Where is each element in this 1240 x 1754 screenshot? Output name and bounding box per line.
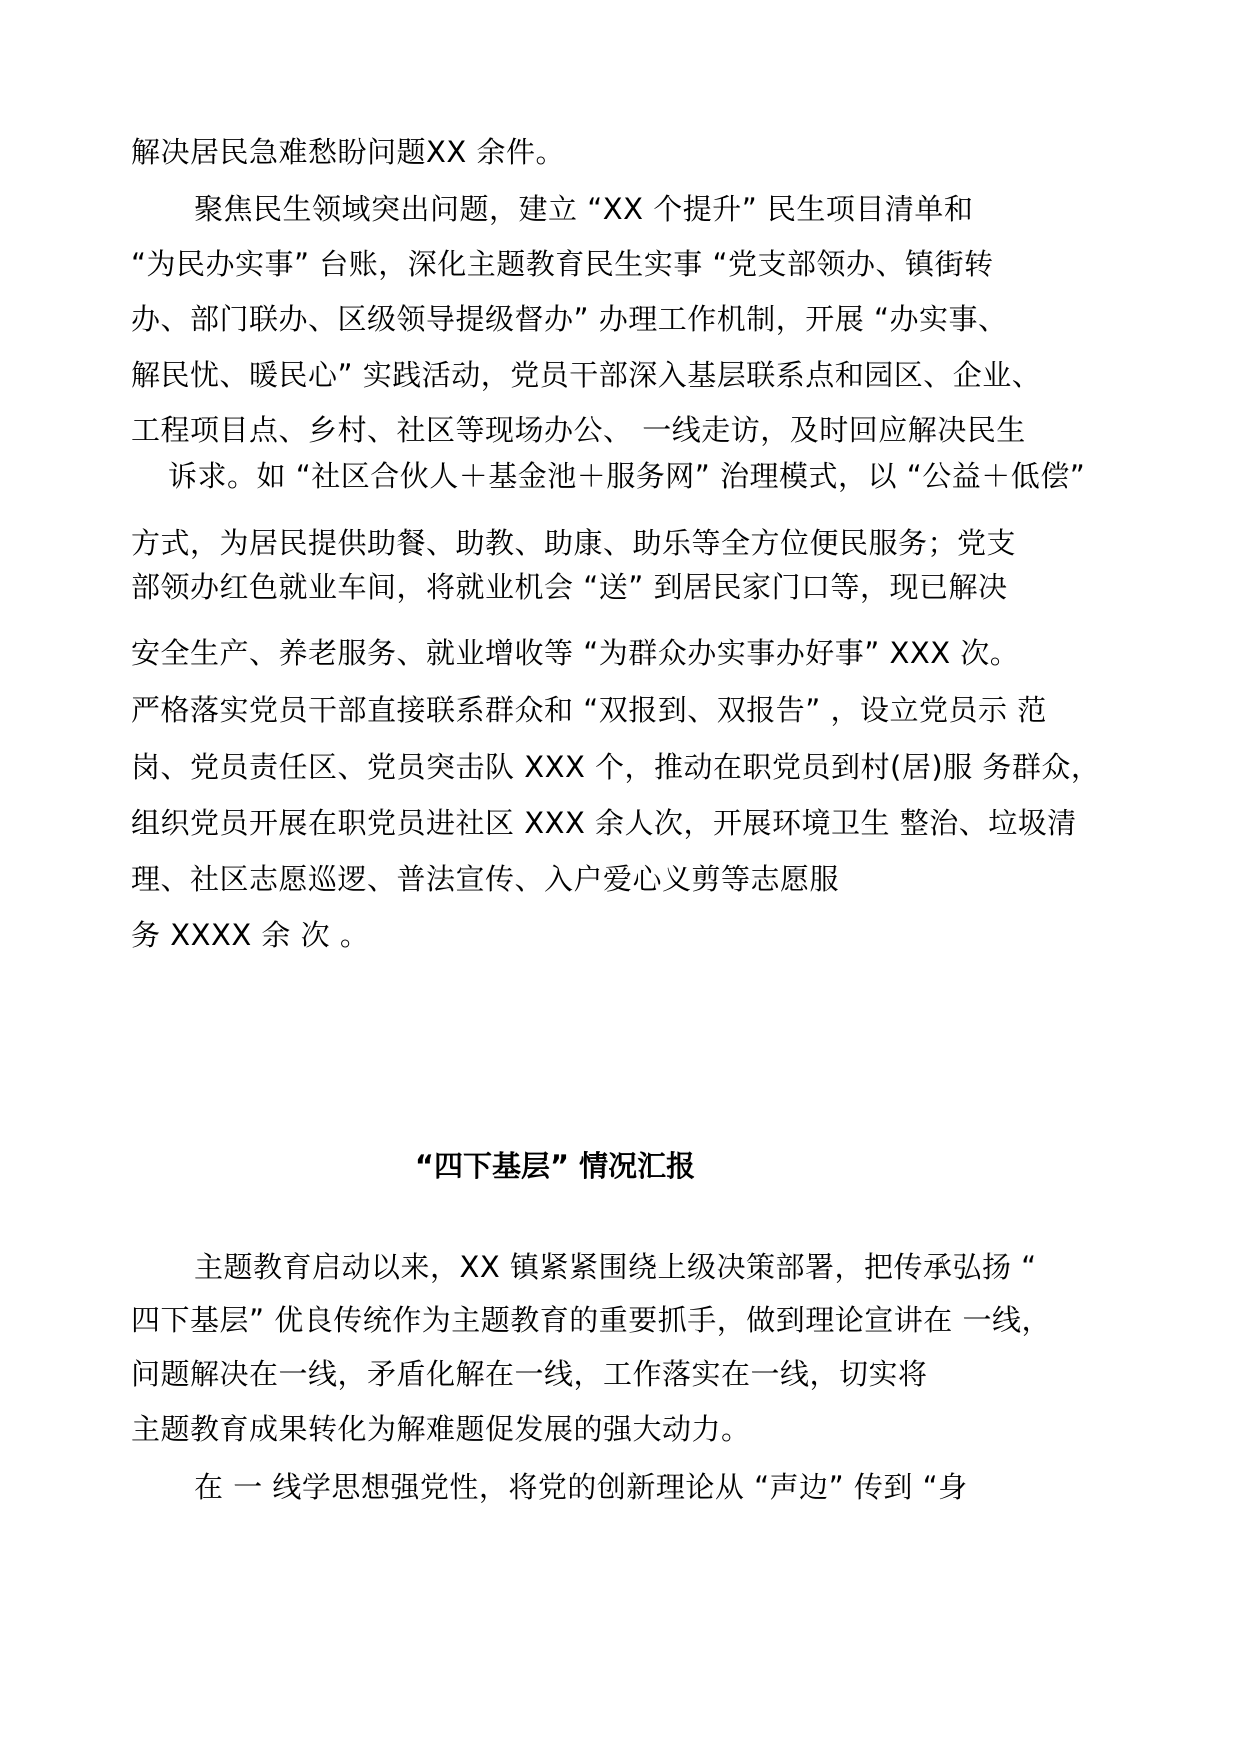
- body-line: 解民忧、暖民心” 实践活动，党员干部深入基层联系点和园区、企业、: [131, 358, 1042, 392]
- body-line: 工程项目点、乡村、社区等现场办公、 一线走访，及时回应解决民生: [131, 413, 1026, 447]
- body-line: 严格落实党员干部直接联系群众和 “双报到、双报告” ，设立党员示 范: [131, 693, 1047, 727]
- body-line: 岗、党员责任区、党员突击队 XXX 个，推动在职党员到村(居)服 务群众，: [131, 750, 1101, 784]
- body-line: 主题教育成果转化为解难题促发展的强大动力。: [131, 1412, 751, 1446]
- paragraph-first-line: 聚焦民生领域突出问题，建立 “XX 个提升” 民生项目清单和: [194, 192, 974, 226]
- section-heading: “四下基层” 情况汇报: [414, 1149, 696, 1183]
- body-line: 组织党员开展在职党员进社区 XXX 余人次，开展环境卫生 整治、垃圾清: [131, 806, 1077, 840]
- body-line: 诉求。如 “社区合伙人＋基金池＋服务网” 治理模式，以 “公益＋低偿”: [168, 459, 1086, 493]
- body-line: 安全生产、养老服务、就业增收等 “为群众办实事办好事” XXX 次。: [131, 636, 1020, 670]
- body-line: 务 XXXX 余 次 。: [131, 918, 370, 952]
- body-line: “为民办实事” 台账，深化主题教育民生实事 “党支部领办、镇街转: [131, 247, 994, 281]
- body-line: 解决居民急难愁盼问题XX 余件。: [131, 135, 565, 169]
- body-line: 方式，为居民提供助餐、助教、助康、助乐等全方位便民服务；党支: [131, 526, 1017, 560]
- paragraph-first-line: 在 一 线学思想强党性，将党的创新理论从 “声边” 传到 “身: [194, 1470, 968, 1504]
- body-line: 理、社区志愿巡逻、普法宣传、入户爱心义剪等志愿服: [131, 862, 840, 896]
- body-line: 办、部门联办、区级领导提级督办” 办理工作机制，开展 “办实事、: [131, 302, 1008, 336]
- paragraph-first-line: 主题教育启动以来，XX 镇紧紧围绕上级决策部署，把传承弘扬 “: [194, 1250, 1037, 1284]
- body-line: 问题解决在一线，矛盾化解在一线，工作落实在一线，切实将: [131, 1357, 928, 1391]
- body-line: 四下基层” 优良传统作为主题教育的重要抓手，做到理论宣讲在 一线，: [131, 1303, 1051, 1337]
- body-line: 部领办红色就业车间，将就业机会 “送” 到居民家门口等，现已解决: [131, 570, 1008, 604]
